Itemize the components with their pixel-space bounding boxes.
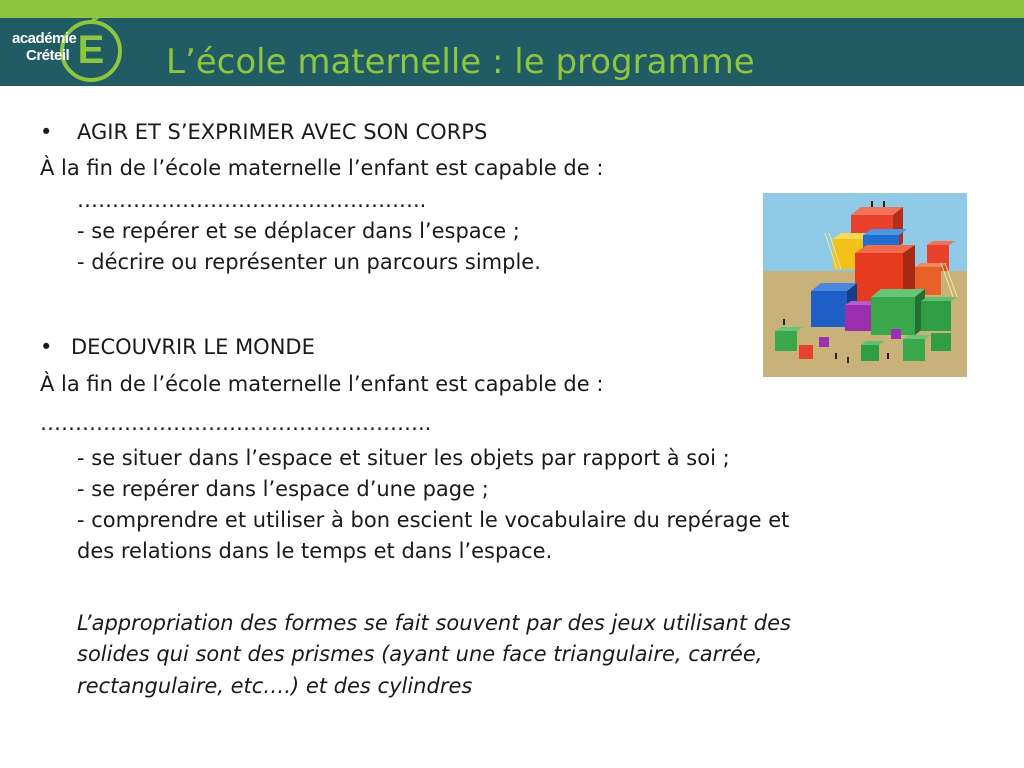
section1-intro: À la fin de l’école maternelle l’enfant est capable de : xyxy=(40,156,604,180)
logo-line-2: Créteil xyxy=(26,47,70,64)
bullet-1: • xyxy=(40,120,53,144)
bullet-2: • xyxy=(40,335,53,359)
section2-intro: À la fin de l’école maternelle l’enfant est capable de : xyxy=(40,372,604,396)
section2-item-2: - se repérer dans l’espace d’une page ; xyxy=(77,477,489,501)
note-line-3: rectangulaire, etc….) et des cylindres xyxy=(77,674,473,698)
section2-item-4: des relations dans le temps et dans l’espace. xyxy=(77,539,553,563)
stacked-cubes-illustration xyxy=(763,193,967,377)
section1-dots: ………………………………………….. xyxy=(77,188,427,212)
section1-heading: AGIR ET S’EXPRIMER AVEC SON CORPS xyxy=(77,120,488,144)
section2-item-3: - comprendre et utiliser à bon escient le vocabulaire du repérage et xyxy=(77,508,790,532)
section1-item-2: - décrire ou représenter un parcours simple. xyxy=(77,250,541,274)
section2-dots: ……………………………………………….. xyxy=(40,411,432,435)
section2-item-1: - se situer dans l’espace et situer les objets par rapport à soi ; xyxy=(77,446,730,470)
note-line-2: solides qui sont des prismes (ayant une face triangulaire, carrée, xyxy=(77,642,763,666)
page-title: L’école maternelle : le programme xyxy=(166,42,755,82)
logo-line-1: académie xyxy=(12,30,77,47)
logo-letter: E xyxy=(77,28,105,72)
section2-heading: DECOUVRIR LE MONDE xyxy=(71,335,315,359)
note-line-1: L’appropriation des formes se fait souvent par des jeux utilisant des xyxy=(77,611,791,635)
section1-item-1: - se repérer et se déplacer dans l’espace ; xyxy=(77,219,520,243)
